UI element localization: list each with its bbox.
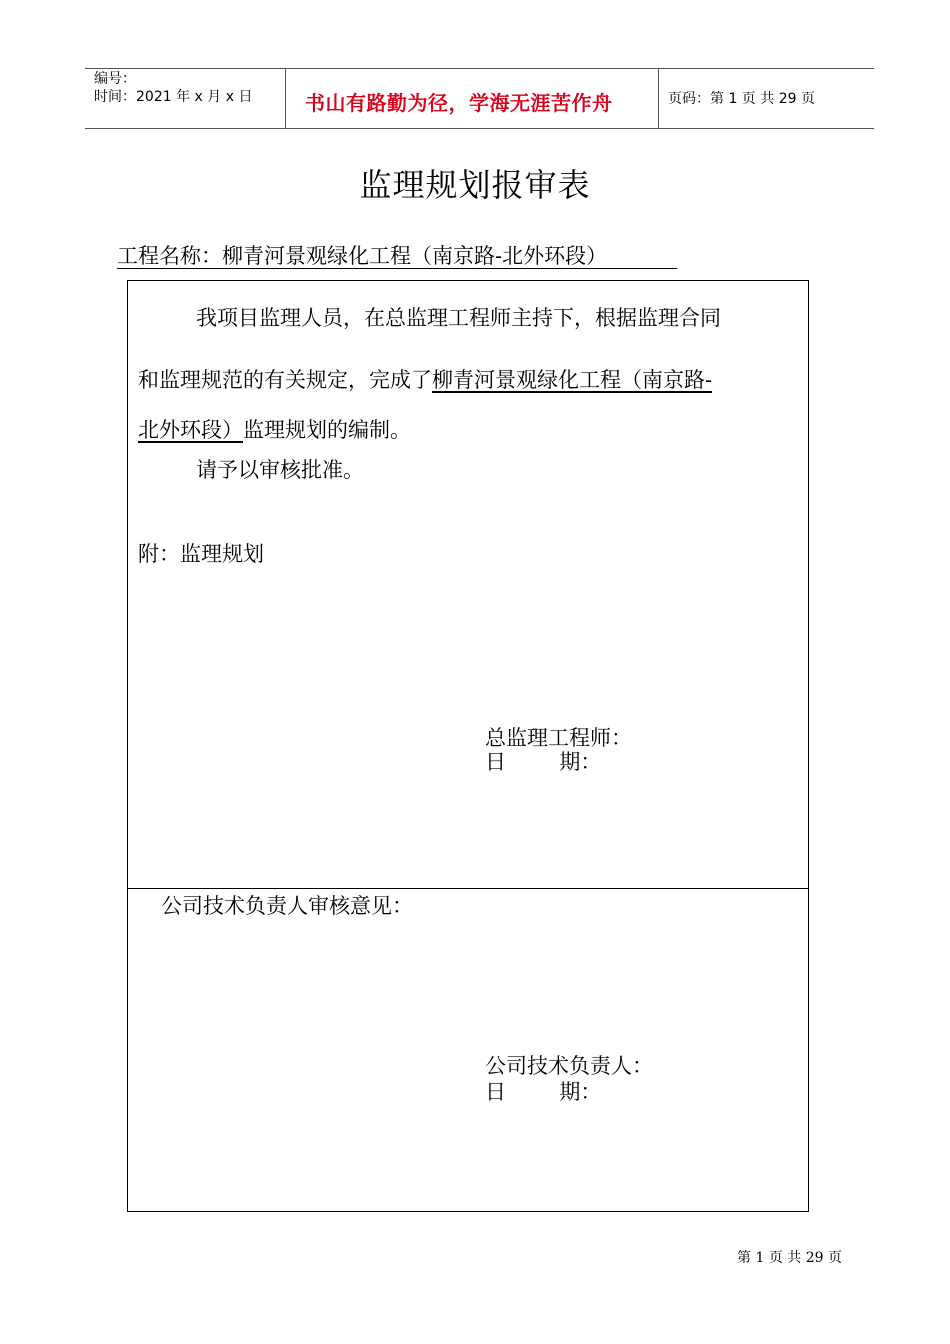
header-top-border: [85, 68, 874, 69]
review-opinion-label: 公司技术负责人审核意见：: [161, 894, 413, 918]
attachment-label: 附：监理规划: [138, 542, 264, 566]
header-number-label: 编号：: [94, 71, 136, 87]
body-line-3-project: 北外环段）: [138, 418, 243, 442]
body-line-2-project: 柳青河景观绿化工程（南京路-: [432, 368, 713, 392]
project-name: 工程名称：柳青河景观绿化工程（南京路-北外环段）: [117, 244, 608, 268]
header-bottom-border: [85, 128, 874, 129]
form-section-divider: [127, 888, 809, 889]
header-divider-left: [285, 68, 286, 129]
chief-engineer-label: 总监理工程师：: [485, 726, 632, 750]
body-line-4: 请予以审核批准。: [196, 458, 364, 482]
body-line-3: [138, 414, 411, 444]
header-page-info: 页码：第 1 页 共 29 页: [668, 91, 815, 107]
tech-lead-label: 公司技术负责人：: [485, 1054, 653, 1078]
project-name-underline: [117, 268, 677, 269]
footer-page-info: 第 1 页 共 29 页: [737, 1250, 842, 1266]
body-line-1: 我项目监理人员，在总监理工程师主持下，根据监理合同: [196, 306, 721, 330]
body-line-2-prefix: 和监理规范的有关规定，完成了: [138, 368, 432, 392]
body-line-3-suffix: 监理规划的编制。: [243, 418, 411, 442]
chief-engineer-date-label: 日 期：: [485, 750, 602, 774]
header-divider-right: [658, 68, 659, 129]
body-line-2: [138, 364, 712, 394]
tech-lead-date-label: 日 期：: [485, 1080, 602, 1104]
header-time-label: 时间：2021 年 x 月 x 日: [94, 89, 253, 105]
header-motto: 书山有路勤为径，学海无涯苦作舟: [305, 91, 613, 115]
page-title: 监理规划报审表: [359, 166, 591, 204]
